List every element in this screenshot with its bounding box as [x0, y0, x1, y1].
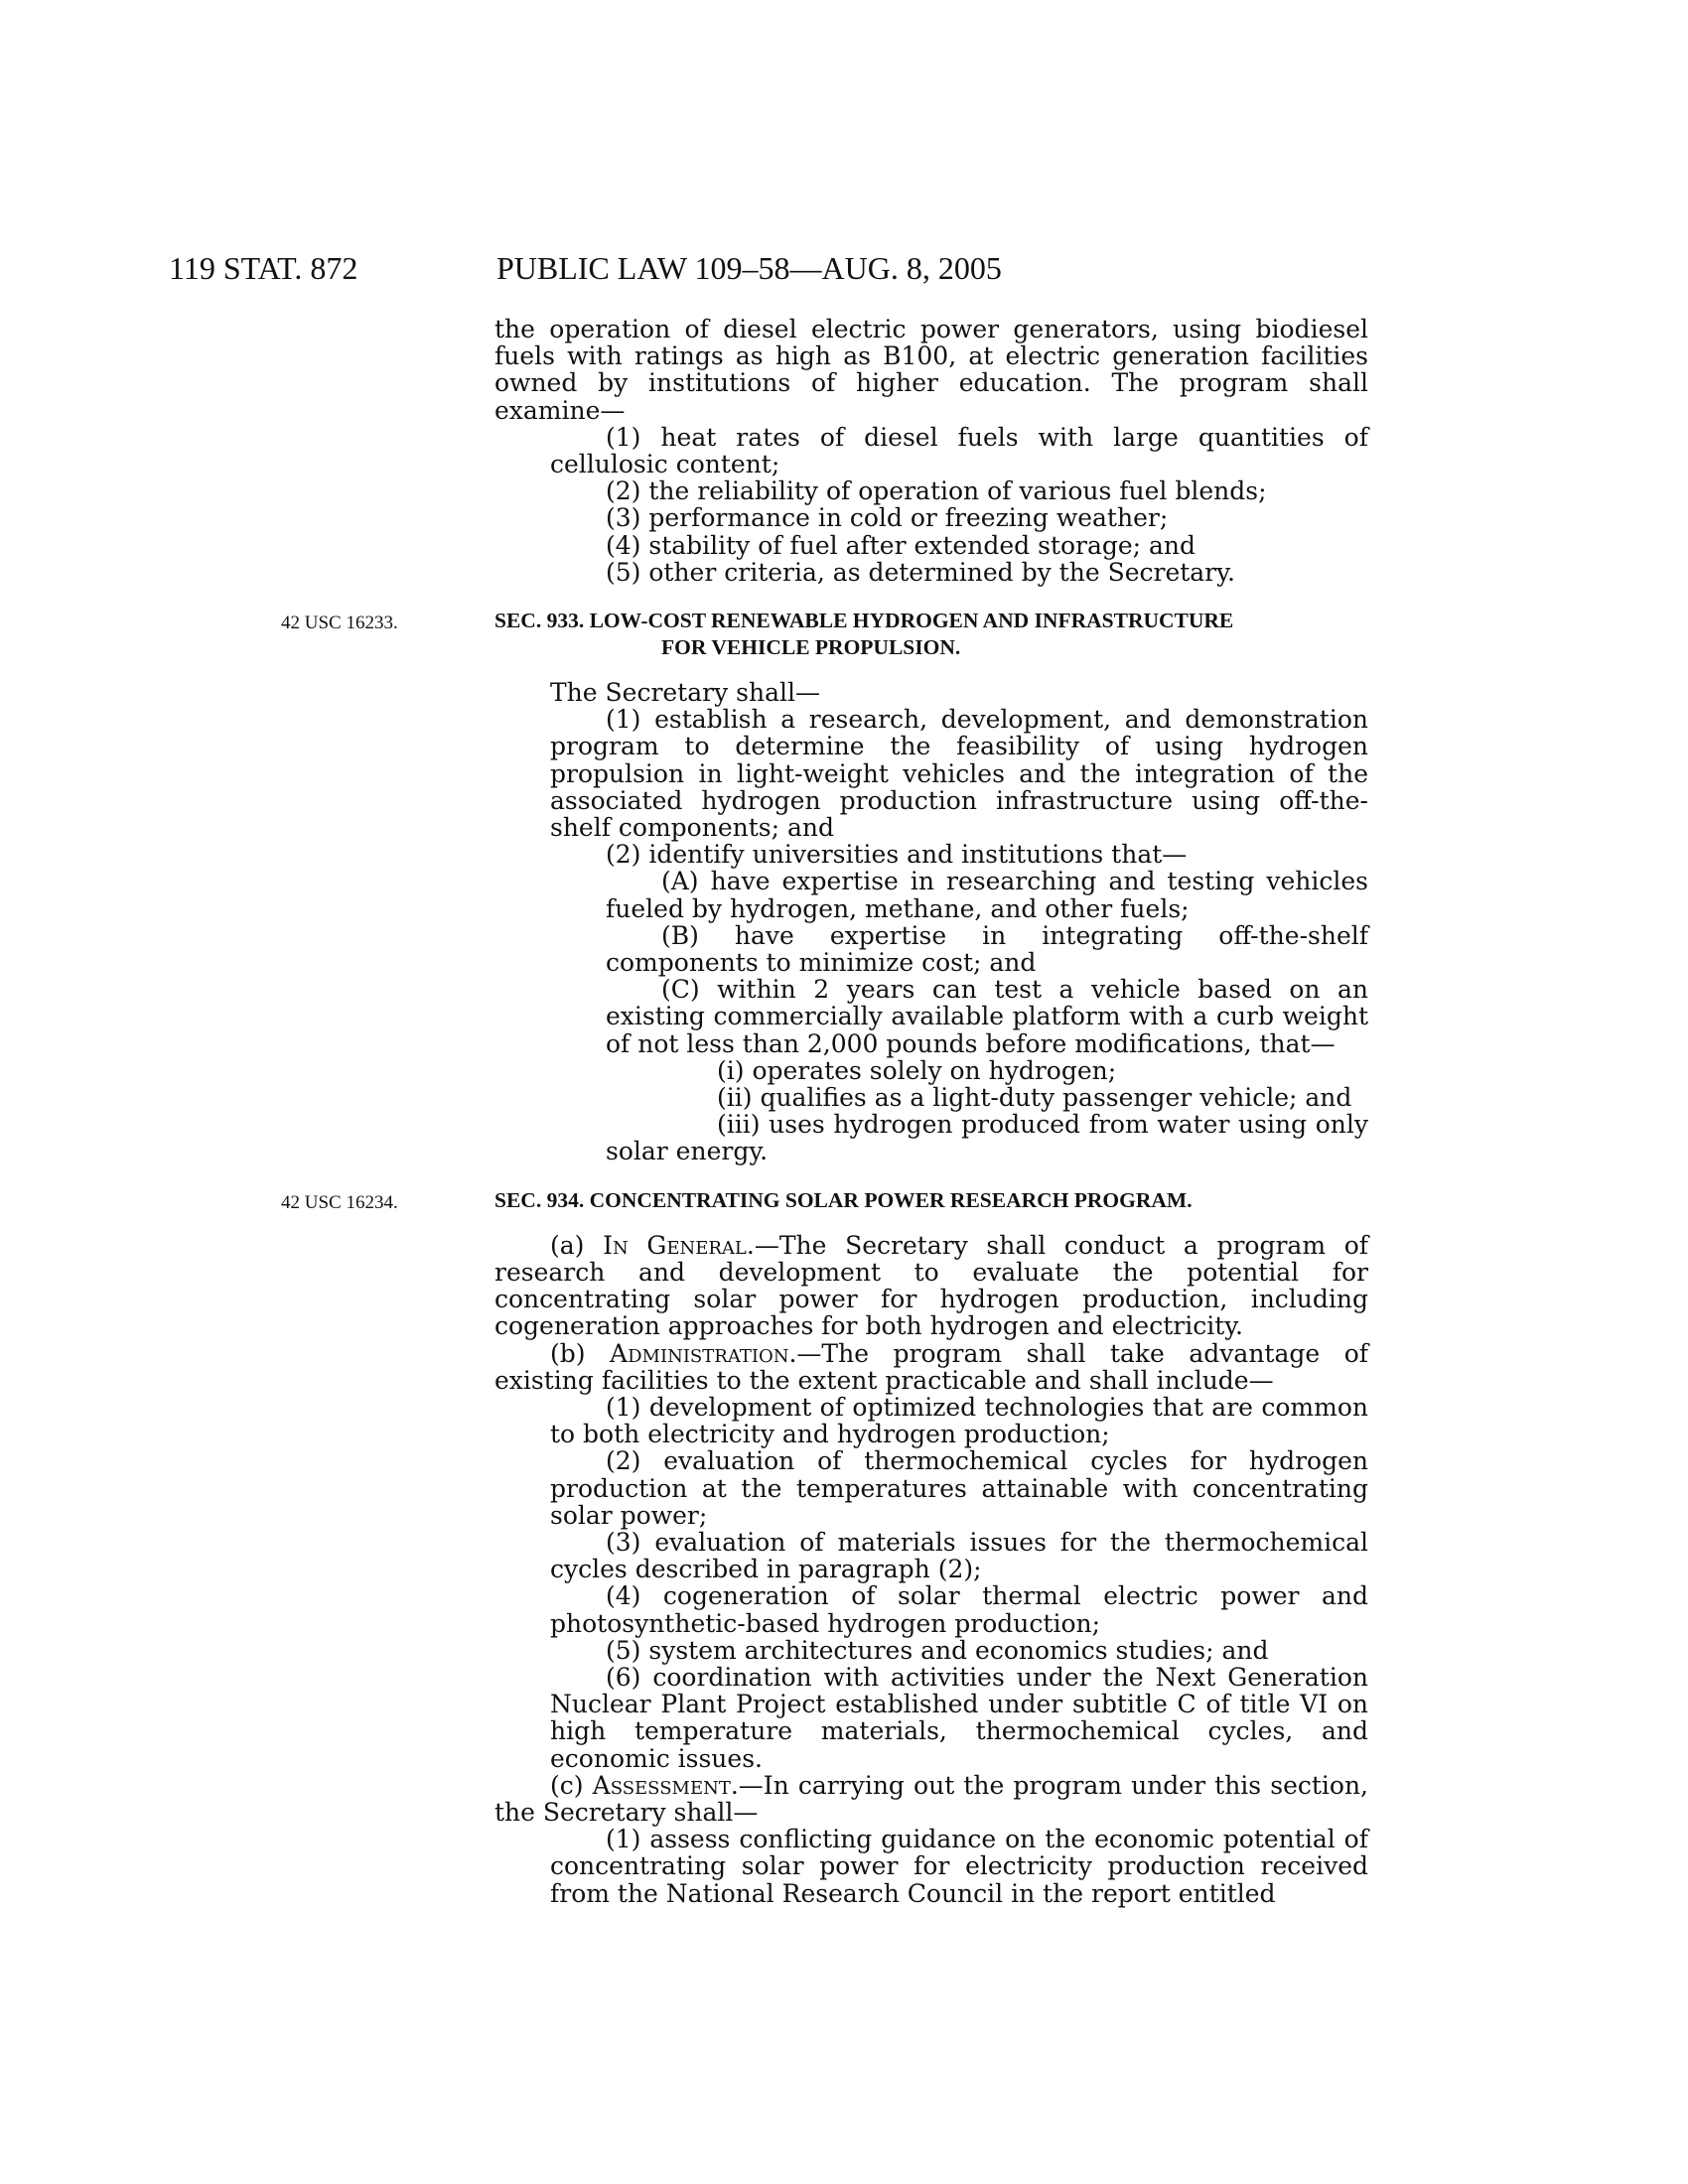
- intro-paragraph: the operation of diesel electric power generators, using biodiesel fuels with ratings as high as B100, at electric generation facilities owned by institutions of higher education. The program shall examine—: [494, 315, 1368, 425]
- subsection-b-item-5: (5) system architectures and economics studies; and: [606, 1635, 1269, 1665]
- page-header: [169, 250, 1400, 294]
- intro-item-3: (3) performance in cold or freezing weather;: [606, 503, 1169, 533]
- intro-item-4: (4) stability of fuel after extended storage; and: [606, 530, 1196, 560]
- section-933-item-2: (2) identify universities and institutions that—: [606, 840, 1188, 870]
- section-933-clause-iii: (iii) uses hydrogen produced from water using only solar energy.: [606, 1110, 1368, 1166]
- subsection-b-item-4: (4) cogeneration of solar thermal electric power and photosynthetic-based hydrogen production;: [550, 1581, 1368, 1638]
- section-933-title-line2: FOR VEHICLE PROPULSION.: [661, 635, 961, 660]
- section-934-title: SEC. 934. CONCENTRATING SOLAR POWER RESEARCH PROGRAM.: [494, 1187, 1193, 1212]
- section-933-title-line1: SEC. 933. LOW-COST RENEWABLE HYDROGEN AND INFRASTRUCTURE: [494, 609, 1234, 633]
- section-934-heading: [281, 1187, 1368, 1214]
- subsection-b-text: .—The program shall take advantage of existing facilities to the extent practicable and shall include—: [494, 1338, 1368, 1395]
- body-text: [281, 315, 1369, 1908]
- subsection-c-caption: Assessment: [592, 1770, 731, 1800]
- subsection-b-item-6: (6) coordination with activities under the Next Generation Nuclear Plant Project established under subtitle C of title VI on high temperature materials, thermochemical cycles, and economic issues.: [550, 1662, 1368, 1773]
- section-933-clause-i: (i) operates solely on hydrogen;: [717, 1055, 1117, 1085]
- section-933-clause-ii: (ii) qualifies as a light-duty passenger vehicle; and: [717, 1083, 1352, 1113]
- subsection-b-caption: Administration: [610, 1338, 789, 1368]
- subsection-a-text: .—The Secretary shall conduct a program of research and development to evaluate the potential for concentrating solar power for hydrogen production, including cogeneration approaches for both hydrogen and electricity.: [494, 1230, 1368, 1341]
- section-933-heading: [281, 608, 1368, 661]
- intro-item-5: (5) other criteria, as determined by the Secretary.: [606, 557, 1235, 587]
- subsection-b-item-1: (1) development of optimized technologies that are common to both electricity and hydrogen production;: [550, 1392, 1368, 1449]
- section-933-sub-b: (B) have expertise in integrating off-the-shelf components to minimize cost; and: [606, 920, 1368, 978]
- subsection-c-text: .—In carrying out the program under this section, the Secretary shall—: [494, 1770, 1369, 1827]
- section-934-subsection-a: [494, 1232, 1368, 1340]
- intro-item-1: (1) heat rates of diesel fuels with large quantities of cellulosic content;: [550, 422, 1368, 479]
- usc-margin-note-16233: 42 USC 16233.: [281, 613, 398, 634]
- usc-margin-note-16234: 42 USC 16234.: [281, 1191, 398, 1213]
- subsection-c-label: (c): [550, 1770, 584, 1800]
- section-933-lead: The Secretary shall—: [550, 678, 820, 708]
- section-933-item-1: (1) establish a research, development, and demonstration program to determine the feasibility of using hydrogen propulsion in light-weight vehicles and the integration of the associated hydrogen production infrastructure using off-the-shelf components; and: [550, 705, 1368, 843]
- running-head-public-law: PUBLIC LAW 109–58—AUG. 8, 2005: [496, 250, 1002, 286]
- subsection-b-label: (b): [550, 1338, 586, 1368]
- subsection-a-label: (a): [550, 1230, 585, 1260]
- section-934-subsection-c: [494, 1772, 1368, 1826]
- subsection-a-caption: In General: [603, 1230, 747, 1260]
- intro-item-2: (2) the reliability of operation of various fuel blends;: [606, 477, 1267, 506]
- section-933-sub-c: (C) within 2 years can test a vehicle based on an existing commercially available platform with a curb weight of not less than 2,000 pounds before modifications, that—: [606, 975, 1368, 1058]
- subsection-b-item-2: (2) evaluation of thermochemical cycles for hydrogen production at the temperatures attainable with concentrating solar power;: [550, 1446, 1368, 1530]
- subsection-c-item-1: (1) assess conflicting guidance on the economic potential of concentrating solar power for electricity production received from the National Research Council in the report entitled: [550, 1825, 1368, 1908]
- section-933-sub-a: (A) have expertise in researching and testing vehicles fueled by hydrogen, methane, and other fuels;: [606, 867, 1368, 923]
- statute-page-number: 119 STAT. 872: [169, 250, 358, 286]
- section-934-subsection-b: [494, 1340, 1368, 1394]
- subsection-b-item-3: (3) evaluation of materials issues for the thermochemical cycles described in paragraph (2);: [550, 1527, 1368, 1584]
